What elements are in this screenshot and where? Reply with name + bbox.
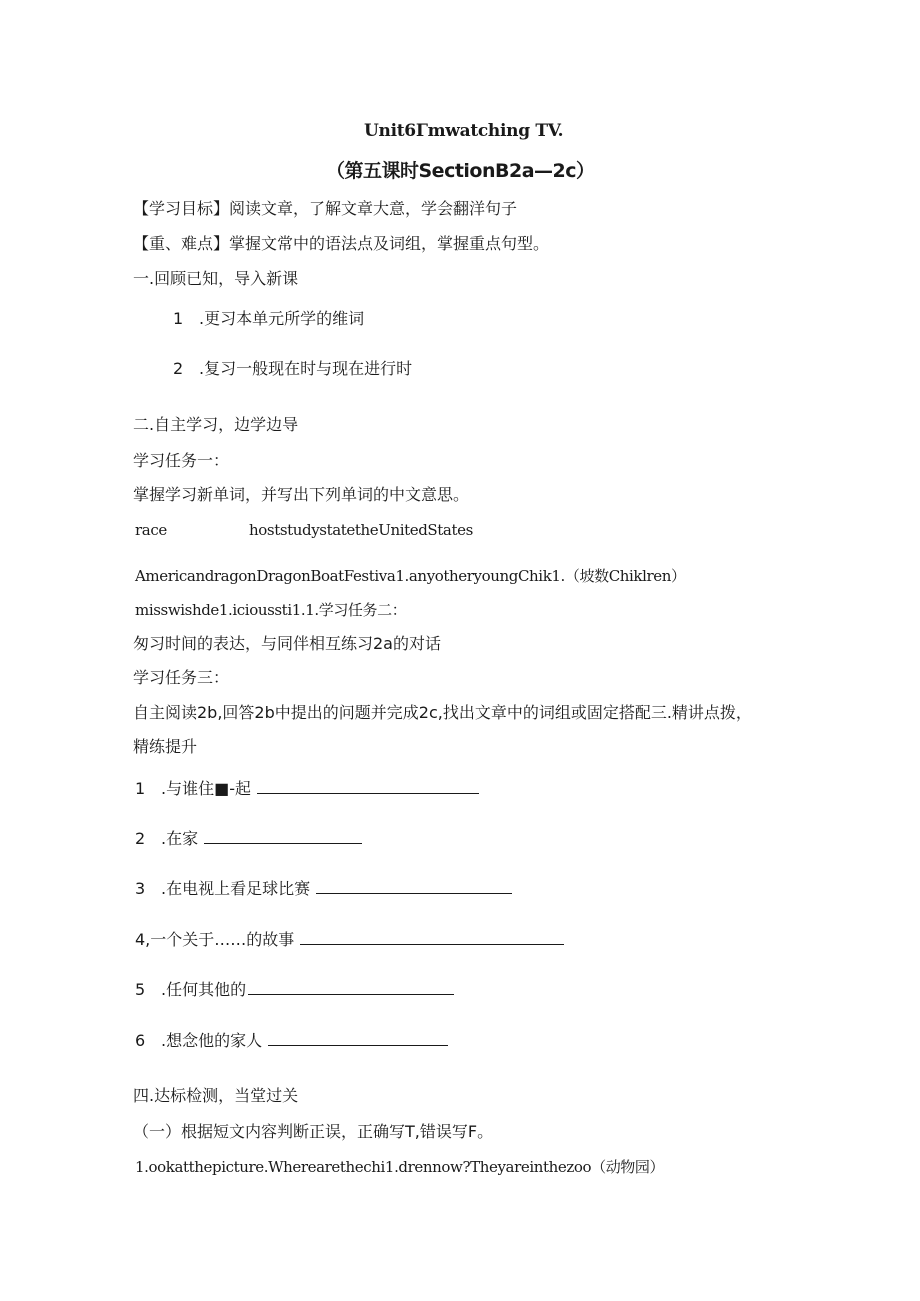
phrase-row (135, 928, 564, 951)
answer-blank[interactable] (268, 1029, 448, 1046)
section4-heading: 四.达标检测，当堂过关 (133, 1086, 299, 1105)
phrase-number: 4, (135, 930, 151, 949)
task1-description: 掌握学习新单词，并写出下列单词的中文意思。 (133, 485, 470, 504)
phrase-number: 6 (135, 1031, 146, 1050)
list-item-text: .更习本单元所学的维词 (199, 309, 365, 328)
phrase-number: 2 (135, 829, 146, 848)
task3-description-cont: 精练提升 (133, 737, 198, 756)
list-item (173, 358, 412, 380)
phrase-text: .想念他的家人 (161, 1031, 263, 1050)
section1-heading: 一.回顾已知，导入新课 (133, 269, 299, 288)
phrase-row (135, 877, 512, 900)
list-item (173, 308, 364, 330)
answer-blank[interactable] (300, 928, 564, 945)
vocab-words-line2: AmericandragonDragonBoatFestiva1.anyotheryoungChik1.（坡数Chiklren） (135, 567, 686, 585)
vocab-words-line3: misswishde1.icioussti1.1.学习任务二： (135, 601, 407, 619)
answer-blank[interactable] (248, 978, 454, 995)
section4-subheading: （一）根据短文内容判断正误，正确写T,错误写F。 (133, 1122, 494, 1141)
page-subtitle: （第五课时SectionB2a—2c） (326, 160, 595, 182)
section2-heading: 二.自主学习，边学边导 (133, 415, 299, 434)
phrase-row (135, 978, 454, 1001)
phrase-row (135, 1029, 448, 1052)
learning-goal: 【学习目标】阅读文章，了解文章大意，学会翻洋句子 (133, 199, 518, 218)
page-title: Unit6Γmwatching TV. (364, 121, 564, 141)
answer-blank[interactable] (204, 827, 362, 844)
phrase-text: 一个关于……的故事 (150, 930, 295, 949)
phrase-text: .任何其他的 (161, 980, 247, 999)
task2-description: 匆习时间的表达，与同伴相互练习2a的对话 (133, 634, 441, 653)
task1-title: 学习任务一： (133, 451, 230, 470)
question-1: 1.ookatthepicture.Wherearethechi1.drennow?Theyareinthezoo（动物园） (135, 1158, 665, 1176)
phrase-text: .与谁住■-起 (161, 779, 251, 798)
vocab-word-race: race (135, 521, 167, 539)
phrase-text: .在电视上看足球比赛 (161, 879, 311, 898)
task3-description: 自主阅读2b,回答2b中提出的问题并完成2c,找出文章中的词组或固定搭配三.精讲点拨， (133, 703, 752, 722)
list-item-number: 1 (173, 309, 184, 328)
phrase-number: 1 (135, 779, 146, 798)
phrase-number: 5 (135, 980, 146, 999)
answer-blank[interactable] (316, 877, 512, 894)
phrase-row (135, 777, 479, 800)
list-item-number: 2 (173, 359, 184, 378)
list-item-text: .复习一般现在时与现在进行时 (199, 359, 413, 378)
vocab-words-line1: hoststudystatetheUnitedStates (249, 521, 473, 539)
phrase-row (135, 827, 362, 850)
answer-blank[interactable] (257, 777, 479, 794)
key-points: 【重、难点】掌握文常中的语法点及词组，掌握重点句型。 (133, 234, 550, 253)
phrase-text: .在家 (161, 829, 199, 848)
phrase-number: 3 (135, 879, 146, 898)
task3-title: 学习任务三： (133, 668, 230, 687)
